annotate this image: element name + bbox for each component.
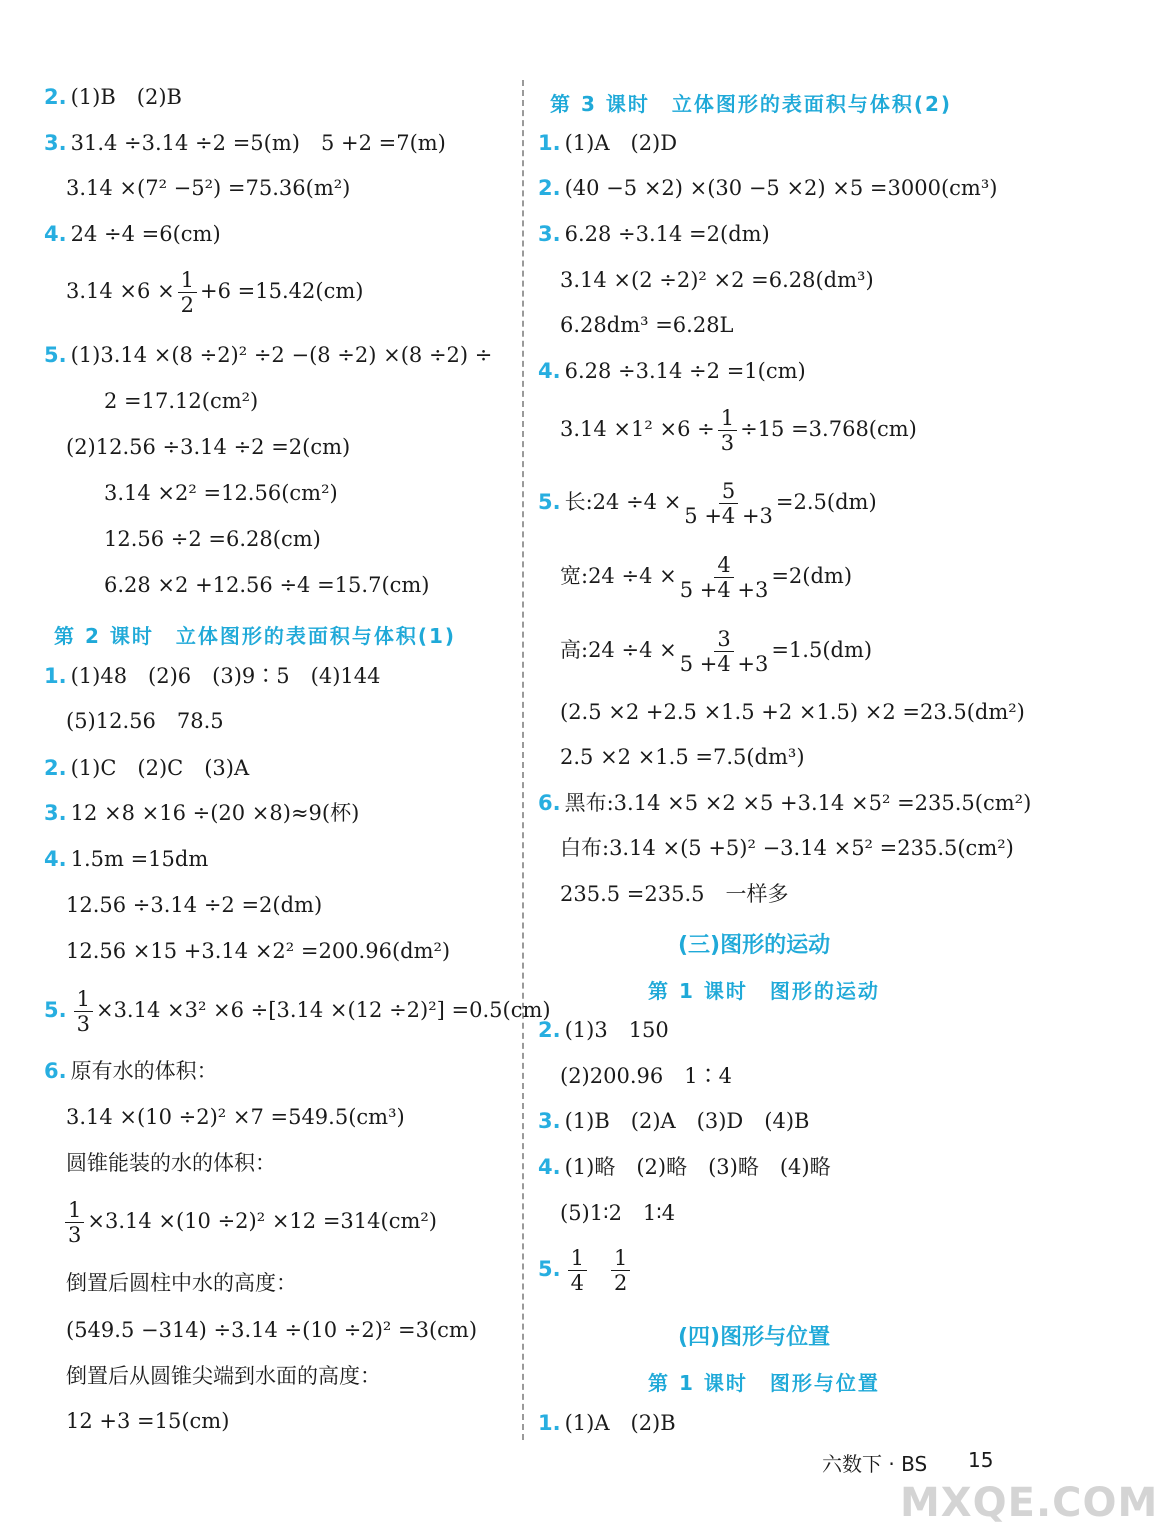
fraction: $\frac{5}{5 +4 +3}$ bbox=[684, 479, 773, 528]
fraction: $\frac{3}{5 +4 +3}$ bbox=[679, 627, 769, 676]
l2-answer-6-line5: 倒置后圆柱中水的高度： bbox=[66, 1271, 297, 1295]
answer-3-line1: 3. 31.4 ÷3.14 ÷2 =5(m) 5 +2 =7(m) bbox=[44, 131, 446, 155]
r-answer-4-line1: 4. 6.28 ÷3.14 ÷2 =1(cm) bbox=[538, 359, 806, 383]
fraction: $\frac{1}{3}$ bbox=[718, 406, 737, 455]
u3-answer-2-line1: 2. (1)3 150 bbox=[538, 1018, 669, 1042]
unit-3-lesson-1-heading: 第 1 课时 图形的运动 bbox=[648, 979, 880, 1003]
answer-5-line1: 5. (1)3.14 ×(8 ÷2)² ÷2 −(8 ÷2) ×(8 ÷2) ÷ bbox=[44, 343, 493, 367]
l2-answer-6-line3: 圆锥能装的水的体积： bbox=[66, 1151, 276, 1175]
answer-5-line5: 12.56 ÷2 =6.28(cm) bbox=[104, 527, 321, 551]
l2-answer-6-line1: 6. 原有水的体积： bbox=[44, 1059, 218, 1083]
u3-answer-3: 3. (1)B (2)A (3)D (4)B bbox=[538, 1109, 810, 1133]
l2-answer-5: 5. $\frac{1}{3}$ ×3.14 ×3² ×6 ÷[3.14 ×(12 ÷2)²] =0.5(cm) bbox=[44, 987, 551, 1036]
answer-2: 2. (1)B (2)B bbox=[44, 85, 182, 109]
l2-answer-6-line8: 12 +3 =15(cm) bbox=[66, 1409, 230, 1433]
page-number: 15 bbox=[968, 1448, 994, 1472]
l2-answer-1-line1: 1. (1)48 (2)6 (3)9∶5 (4)144 bbox=[44, 664, 381, 688]
l2-answer-6-line6: (549.5 −314) ÷3.14 ÷(10 ÷2)² =3(cm) bbox=[66, 1318, 478, 1342]
u3-answer-4-line1: 4. (1)略 (2)略 (3)略 (4)略 bbox=[538, 1155, 831, 1179]
r-answer-3-line2: 3.14 ×(2 ÷2)² ×2 =6.28(dm³) bbox=[560, 268, 874, 292]
u3-answer-2-line2: (2)200.96 1∶4 bbox=[560, 1064, 732, 1088]
answer-3-line2: 3.14 ×(7² −5²) =75.36(m²) bbox=[66, 176, 351, 200]
fraction: $\frac{1}{3}$ bbox=[74, 987, 93, 1036]
fraction: $\frac{1}{3}$ bbox=[65, 1198, 84, 1247]
answer-5-line6: 6.28 ×2 +12.56 ÷4 =15.7(cm) bbox=[104, 573, 430, 597]
answer-4-line1: 4. 24 ÷4 =6(cm) bbox=[44, 222, 221, 246]
l2-answer-6-line2: 3.14 ×(10 ÷2)² ×7 =549.5(cm³) bbox=[66, 1105, 405, 1129]
r-answer-2: 2. (40 −5 ×2) ×(30 −5 ×2) ×5 =3000(cm³) bbox=[538, 176, 998, 200]
r-answer-5-length: 5. 长:24 ÷4 × $\frac{5}{5 +4 +3}$ =2.5(dm) bbox=[538, 479, 877, 528]
r-answer-3-line1: 3. 6.28 ÷3.14 =2(dm) bbox=[538, 222, 770, 246]
l2-answer-2: 2. (1)C (2)C (3)A bbox=[44, 756, 250, 780]
unit-4-heading: (四)图形与位置 bbox=[678, 1325, 831, 1350]
r-answer-6-line2: 白布:3.14 ×(5 +5)² −3.14 ×5² =235.5(cm²) bbox=[560, 836, 1014, 860]
u3-answer-4-line2: (5)1∶2 1∶4 bbox=[560, 1201, 676, 1225]
l2-answer-4-line1: 4. 1.5m =15dm bbox=[44, 847, 209, 871]
u4-answer-1: 1. (1)A (2)B bbox=[538, 1411, 676, 1435]
l2-answer-1-line2: (5)12.56 78.5 bbox=[66, 709, 224, 733]
r-answer-1: 1. (1)A (2)D bbox=[538, 131, 678, 155]
unit-3-heading: (三)图形的运动 bbox=[678, 933, 831, 958]
lesson-3-heading: 第 3 课时 立体图形的表面积与体积(2) bbox=[550, 92, 953, 116]
l2-answer-3: 3. 12 ×8 ×16 ÷(20 ×8)≈9(杯) bbox=[44, 801, 360, 825]
l2-answer-4-line2: 12.56 ÷3.14 ÷2 =2(dm) bbox=[66, 893, 323, 917]
lesson-2-heading: 第 2 课时 立体图形的表面积与体积(1) bbox=[54, 624, 457, 648]
fraction: $\frac{1}{2}$ bbox=[178, 268, 197, 317]
r-answer-5-line4: (2.5 ×2 +2.5 ×1.5 +2 ×1.5) ×2 =23.5(dm²) bbox=[560, 700, 1025, 724]
fraction: $\frac{1}{2}$ bbox=[611, 1246, 630, 1295]
fraction: $\frac{1}{4}$ bbox=[568, 1246, 587, 1295]
u3-answer-5: 5. $\frac{1}{4}$ $\frac{1}{2}$ bbox=[538, 1246, 633, 1295]
answer-5-line2: 2 =17.12(cm²) bbox=[104, 389, 259, 413]
l2-answer-4-line3: 12.56 ×15 +3.14 ×2² =200.96(dm²) bbox=[66, 939, 451, 963]
r-answer-6-line3: 235.5 =235.5 一样多 bbox=[560, 882, 789, 906]
answer-5-line3: (2)12.56 ÷3.14 ÷2 =2(cm) bbox=[66, 435, 351, 459]
r-answer-5-height: 高:24 ÷4 × $\frac{3}{5 +4 +3}$ =1.5(dm) bbox=[560, 627, 873, 676]
r-answer-4-line2: 3.14 ×1² ×6 ÷ $\frac{1}{3}$ ÷15 =3.768(cm) bbox=[560, 406, 917, 455]
l2-answer-6-line4: $\frac{1}{3}$ ×3.14 ×(10 ÷2)² ×12 =314(cm²) bbox=[62, 1198, 437, 1247]
r-answer-5-width: 宽:24 ÷4 × $\frac{4}{5 +4 +3}$ =2(dm) bbox=[560, 553, 853, 602]
footer-label: 六数下 · BS bbox=[822, 1452, 928, 1476]
fraction: $\frac{4}{5 +4 +3}$ bbox=[679, 553, 769, 602]
unit-4-lesson-1-heading: 第 1 课时 图形与位置 bbox=[648, 1371, 880, 1395]
r-answer-6-line1: 6. 黑布:3.14 ×5 ×2 ×5 +3.14 ×5² =235.5(cm²) bbox=[538, 791, 1032, 815]
watermark: MXQE.COM bbox=[900, 1480, 1158, 1526]
r-answer-3-line3: 6.28dm³ =6.28L bbox=[560, 313, 734, 337]
answer-4-line2: 3.14 ×6 × $\frac{1}{2}$ +6 =15.42(cm) bbox=[66, 268, 364, 317]
column-divider bbox=[522, 80, 524, 1440]
answer-5-line4: 3.14 ×2² =12.56(cm²) bbox=[104, 481, 338, 505]
r-answer-5-line5: 2.5 ×2 ×1.5 =7.5(dm³) bbox=[560, 745, 805, 769]
l2-answer-6-line7: 倒置后从圆锥尖端到水面的高度： bbox=[66, 1364, 381, 1388]
